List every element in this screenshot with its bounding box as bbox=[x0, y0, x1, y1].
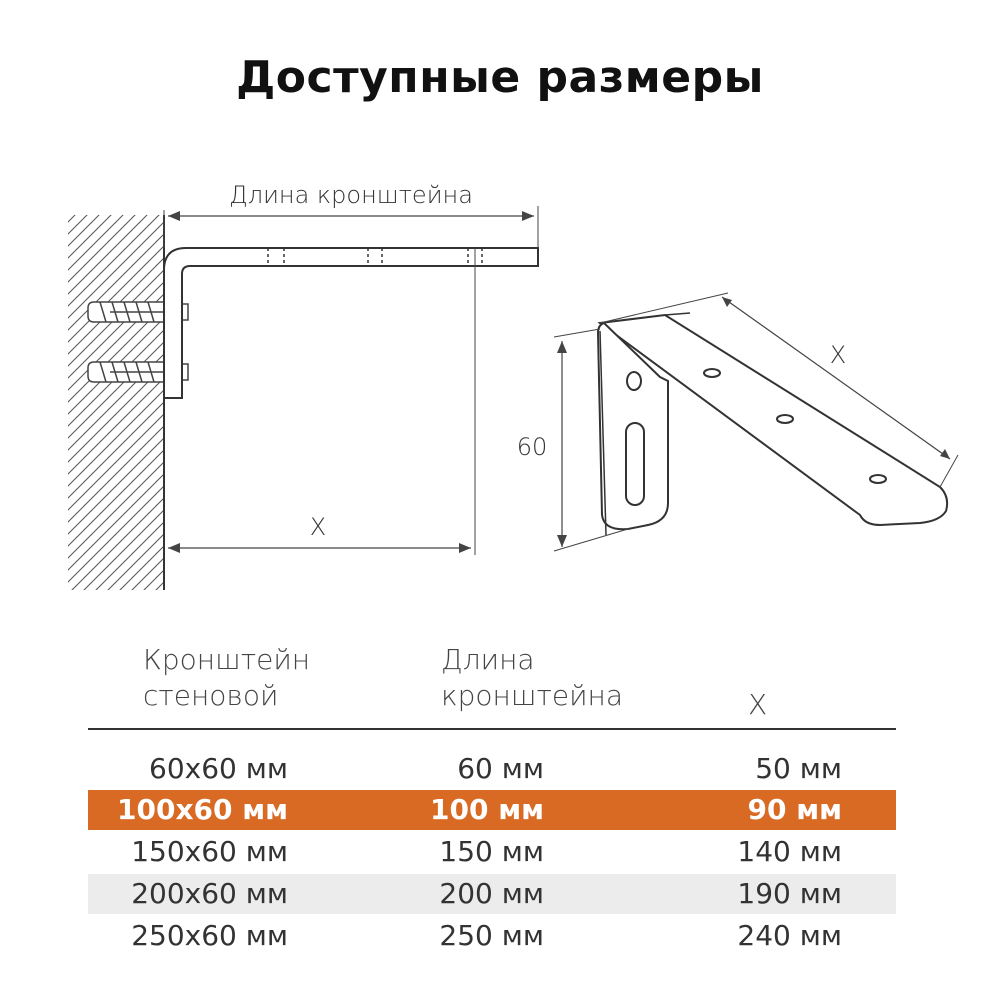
cell-bracket: 100x60 мм bbox=[117, 793, 288, 826]
x-label-right: X bbox=[829, 341, 847, 369]
header-length-line1: Длина bbox=[441, 643, 535, 676]
cell-length: 250 мм bbox=[439, 919, 544, 952]
header-length-line2: кронштейна bbox=[441, 679, 623, 712]
cell-bracket: 250x60 мм bbox=[131, 919, 288, 952]
header-bracket-line1: Кронштейн bbox=[143, 643, 311, 676]
side-view-svg bbox=[60, 170, 560, 600]
header-length bbox=[441, 642, 623, 714]
table-row bbox=[88, 749, 896, 789]
header-bracket bbox=[143, 642, 310, 714]
perspective-drawing bbox=[500, 285, 970, 569]
page-title: Доступные размеры bbox=[236, 52, 764, 103]
cell-x: 190 мм bbox=[737, 877, 842, 910]
header-bracket-line2: стеновой bbox=[143, 679, 279, 712]
table-row bbox=[88, 916, 896, 956]
header-divider bbox=[88, 728, 896, 730]
cell-length: 100 мм bbox=[430, 793, 544, 826]
cell-x: 90 мм bbox=[747, 793, 842, 826]
cell-bracket: 200x60 мм bbox=[131, 877, 288, 910]
cell-length: 60 мм bbox=[457, 752, 544, 785]
cell-length: 150 мм bbox=[439, 835, 544, 868]
arm-hole-3 bbox=[870, 475, 886, 483]
header-x bbox=[748, 687, 767, 723]
leg-slot bbox=[626, 423, 644, 505]
bracket-profile bbox=[164, 248, 538, 398]
cell-bracket: 150x60 мм bbox=[131, 835, 288, 868]
cell-bracket: 60x60 мм bbox=[149, 752, 288, 785]
side-view-drawing bbox=[60, 170, 560, 604]
leg-hole bbox=[627, 372, 641, 390]
length-label: Длина кронштейна bbox=[229, 181, 473, 209]
arm-hole-1 bbox=[704, 369, 720, 377]
perspective-svg bbox=[500, 285, 970, 565]
table-row bbox=[88, 874, 896, 914]
arm-hole-2 bbox=[777, 415, 793, 423]
cell-x: 50 мм bbox=[755, 752, 842, 785]
wall-hatch bbox=[68, 215, 164, 590]
cell-x: 140 мм bbox=[737, 835, 842, 868]
x-label-left: X bbox=[309, 513, 327, 541]
height-label: 60 bbox=[516, 433, 548, 461]
table-row bbox=[88, 832, 896, 872]
header-x-line1: X bbox=[748, 688, 768, 721]
cell-x: 240 мм bbox=[737, 919, 842, 952]
cell-length: 200 мм bbox=[439, 877, 544, 910]
table-row-highlighted bbox=[88, 790, 896, 830]
